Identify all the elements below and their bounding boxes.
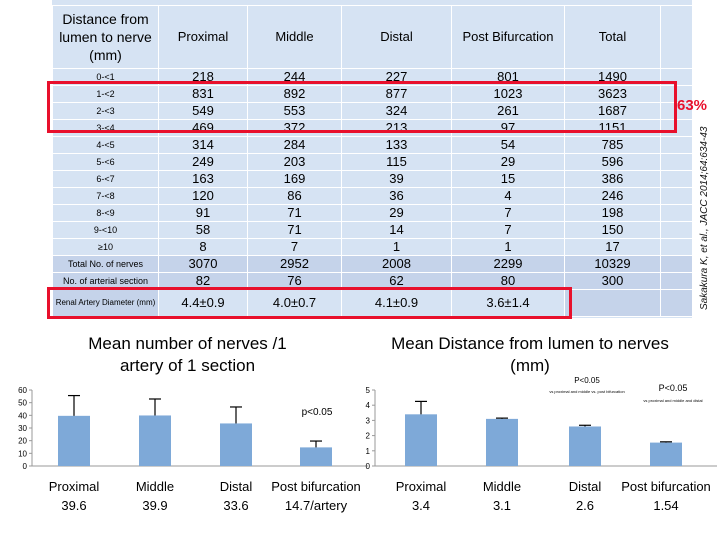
y-tick-label: 60 [18, 386, 27, 395]
table-cell: 3623 [565, 86, 661, 103]
table-spacer [661, 137, 693, 154]
y-tick-label: 50 [18, 398, 27, 408]
row-label: Total No. of nerves [53, 256, 159, 273]
bar [58, 416, 90, 466]
table-cell: 1 [452, 239, 565, 256]
bar [220, 423, 252, 466]
table-cell: 71 [248, 205, 342, 222]
table-cell: 62 [342, 273, 452, 290]
table-cell: 2008 [342, 256, 452, 273]
table-cell: 36 [342, 188, 452, 205]
table-cell: 54 [452, 137, 565, 154]
table-cell: 80 [452, 273, 565, 290]
row-label: 9-<10 [53, 222, 159, 239]
table-cell: 1 [342, 239, 452, 256]
value-label: 39.6 [61, 498, 87, 513]
table-cell: 150 [565, 222, 661, 239]
row-label: Renal Artery Diameter (mm) [53, 290, 159, 317]
table-cell: 8 [159, 239, 248, 256]
table-spacer [661, 273, 693, 290]
y-tick-label: 3 [365, 416, 370, 426]
table-cell: 227 [342, 69, 452, 86]
table-cell: 785 [565, 137, 661, 154]
bar [405, 414, 437, 466]
table-row [53, 154, 693, 171]
x-category-label [621, 477, 711, 515]
table-cell: 300 [565, 273, 661, 290]
table-cell: 29 [342, 205, 452, 222]
y-tick-label: 5 [365, 386, 370, 395]
table-cell: 86 [248, 188, 342, 205]
table-row [53, 137, 693, 154]
chart-mean-distance [355, 376, 720, 480]
row-label: 3-<4 [53, 120, 159, 137]
table-cell: 4 [452, 188, 565, 205]
x-category-label [376, 477, 466, 515]
table-spacer [661, 171, 693, 188]
table-cell: 58 [159, 222, 248, 239]
table-spacer [661, 239, 693, 256]
citation: Sakakura K, et al., JACC 2014;64:634-43 [699, 126, 710, 310]
value-label: 33.6 [223, 498, 249, 513]
value-label: 3.4 [411, 498, 431, 513]
table-cell: 3070 [159, 256, 248, 273]
table-cell: 877 [342, 86, 452, 103]
table-cell: 7 [248, 239, 342, 256]
bar [300, 447, 332, 466]
highlight-percent: 63% [677, 97, 708, 114]
table-cell: 39 [342, 171, 452, 188]
value-label: 39.9 [142, 498, 168, 513]
row-label: 6-<7 [53, 171, 159, 188]
y-tick-label: 40 [18, 411, 27, 421]
bar [650, 443, 682, 466]
table-total-row [53, 256, 693, 273]
table-cell: 244 [248, 69, 342, 86]
table-cell: 7 [452, 222, 565, 239]
table-cell: 17 [565, 239, 661, 256]
header-total: Total [565, 6, 661, 69]
x-category-label [457, 477, 547, 515]
row-label: 4-<5 [53, 137, 159, 154]
table-cell: 549 [159, 103, 248, 120]
table-cell: 198 [565, 205, 661, 222]
table-cell: 91 [159, 205, 248, 222]
category-name: Middle [135, 479, 175, 494]
table-row [53, 171, 693, 188]
y-tick-label: 4 [365, 401, 370, 411]
row-label: 8-<9 [53, 205, 159, 222]
table-cell: 15 [452, 171, 565, 188]
bar [569, 426, 601, 466]
table-cell: 120 [159, 188, 248, 205]
category-name: Distal [568, 479, 602, 494]
table-cell: 203 [248, 154, 342, 171]
table-cell: 115 [342, 154, 452, 171]
header-distance: Distance from lumen to nerve (mm) [53, 6, 159, 69]
category-name: Post bifurcation [271, 479, 361, 494]
y-tick-label: 20 [18, 436, 27, 446]
chart-title-distance: Mean Distance from lumen to nerves (mm) [391, 334, 669, 375]
chart-annotation: vs proximal and middle and distal [643, 398, 703, 403]
table-row [53, 239, 693, 256]
bar [139, 415, 171, 466]
bar [486, 419, 518, 466]
table-cell: 133 [342, 137, 452, 154]
header-middle: Middle [248, 6, 342, 69]
row-label: ≥10 [53, 239, 159, 256]
row-label: 5-<6 [53, 154, 159, 171]
table-cell: 29 [452, 154, 565, 171]
table-cell: 14 [342, 222, 452, 239]
table-cell: 246 [565, 188, 661, 205]
table-cell: 1023 [452, 86, 565, 103]
table-spacer [661, 222, 693, 239]
header-post-bifurcation: Post Bifurcation [452, 6, 565, 69]
table-cell: 469 [159, 120, 248, 137]
table-cell: 218 [159, 69, 248, 86]
category-name: Distal [219, 479, 253, 494]
chart-annotation: vs proximal and middle vs. post bifurcation [549, 389, 625, 394]
row-label: 0-<1 [53, 69, 159, 86]
value-label: 1.54 [653, 498, 679, 513]
table-cell: 97 [452, 120, 565, 137]
category-name: Post bifurcation [621, 479, 711, 494]
table-cell: 76 [248, 273, 342, 290]
x-category-label [540, 477, 630, 515]
table-spacer [661, 188, 693, 205]
chart-annotation: P<0.05 [574, 376, 600, 385]
table-cell: 831 [159, 86, 248, 103]
category-name: Middle [482, 479, 522, 494]
table-cell: 1687 [565, 103, 661, 120]
table-cell: 284 [248, 137, 342, 154]
highlight-box-diameter [47, 287, 572, 319]
row-label: 7-<8 [53, 188, 159, 205]
value-label: 2.6 [575, 498, 595, 513]
table-row [53, 222, 693, 239]
row-label: No. of arterial section [53, 273, 159, 290]
x-category-label [191, 477, 281, 515]
header-proximal: Proximal [159, 6, 248, 69]
table-cell: 372 [248, 120, 342, 137]
table-cell: 2952 [248, 256, 342, 273]
table-cell: 7 [452, 205, 565, 222]
row-label: 2-<3 [53, 103, 159, 120]
table-cell: 1490 [565, 69, 661, 86]
table-cell: 314 [159, 137, 248, 154]
table-cell: 10329 [565, 256, 661, 273]
table-cell: 4.0±0.7 [248, 290, 342, 317]
header-distal: Distal [342, 6, 452, 69]
table-cell: 3.6±1.4 [452, 290, 565, 317]
nerve-distance-table [52, 5, 693, 317]
y-tick-label: 30 [18, 424, 27, 433]
value-label: 3.1 [492, 498, 512, 513]
table-cell: 261 [452, 103, 565, 120]
table-cell: 169 [248, 171, 342, 188]
table-cell: 71 [248, 222, 342, 239]
table-cell: 249 [159, 154, 248, 171]
x-category-label [271, 477, 361, 515]
chart-annotation: P<0.05 [658, 383, 688, 393]
category-name: Proximal [48, 479, 100, 494]
table-row [53, 205, 693, 222]
y-tick-label: 2 [365, 431, 370, 441]
table-cell: 163 [159, 171, 248, 188]
table-spacer [661, 154, 693, 171]
y-tick-label: 0 [365, 462, 370, 471]
value-label: 14.7/artery [284, 498, 348, 513]
y-tick-label: 1 [365, 446, 370, 456]
table-header-row [53, 6, 693, 69]
table-cell: 553 [248, 103, 342, 120]
table-cell: 324 [342, 103, 452, 120]
y-tick-label: 0 [22, 462, 27, 471]
table-cell: 801 [452, 69, 565, 86]
table-spacer [661, 256, 693, 273]
table-cell: 4.4±0.9 [159, 290, 248, 317]
table-spacer [661, 205, 693, 222]
table-cell: 892 [248, 86, 342, 103]
table-cell: 2299 [452, 256, 565, 273]
table-spacer [661, 6, 693, 69]
table-spacer [661, 290, 693, 317]
category-name: Proximal [395, 479, 447, 494]
table-cell: 82 [159, 273, 248, 290]
row-label: 1-<2 [53, 86, 159, 103]
chart-nerve-count [0, 380, 370, 480]
highlight-box-rows [47, 81, 677, 133]
table-cell: 4.1±0.9 [342, 290, 452, 317]
table-cell-empty [565, 290, 661, 317]
table-cell: 386 [565, 171, 661, 188]
chart-annotation: p<0.05 [301, 407, 333, 418]
table-cell: 213 [342, 120, 452, 137]
y-tick-label: 10 [18, 449, 27, 459]
table-cell: 1151 [565, 120, 661, 137]
chart-title-nerves: Mean number of nerves /1 artery of 1 section [88, 334, 287, 375]
x-category-label [110, 477, 200, 515]
table-row [53, 188, 693, 205]
table-cell: 596 [565, 154, 661, 171]
x-category-label [29, 477, 119, 515]
